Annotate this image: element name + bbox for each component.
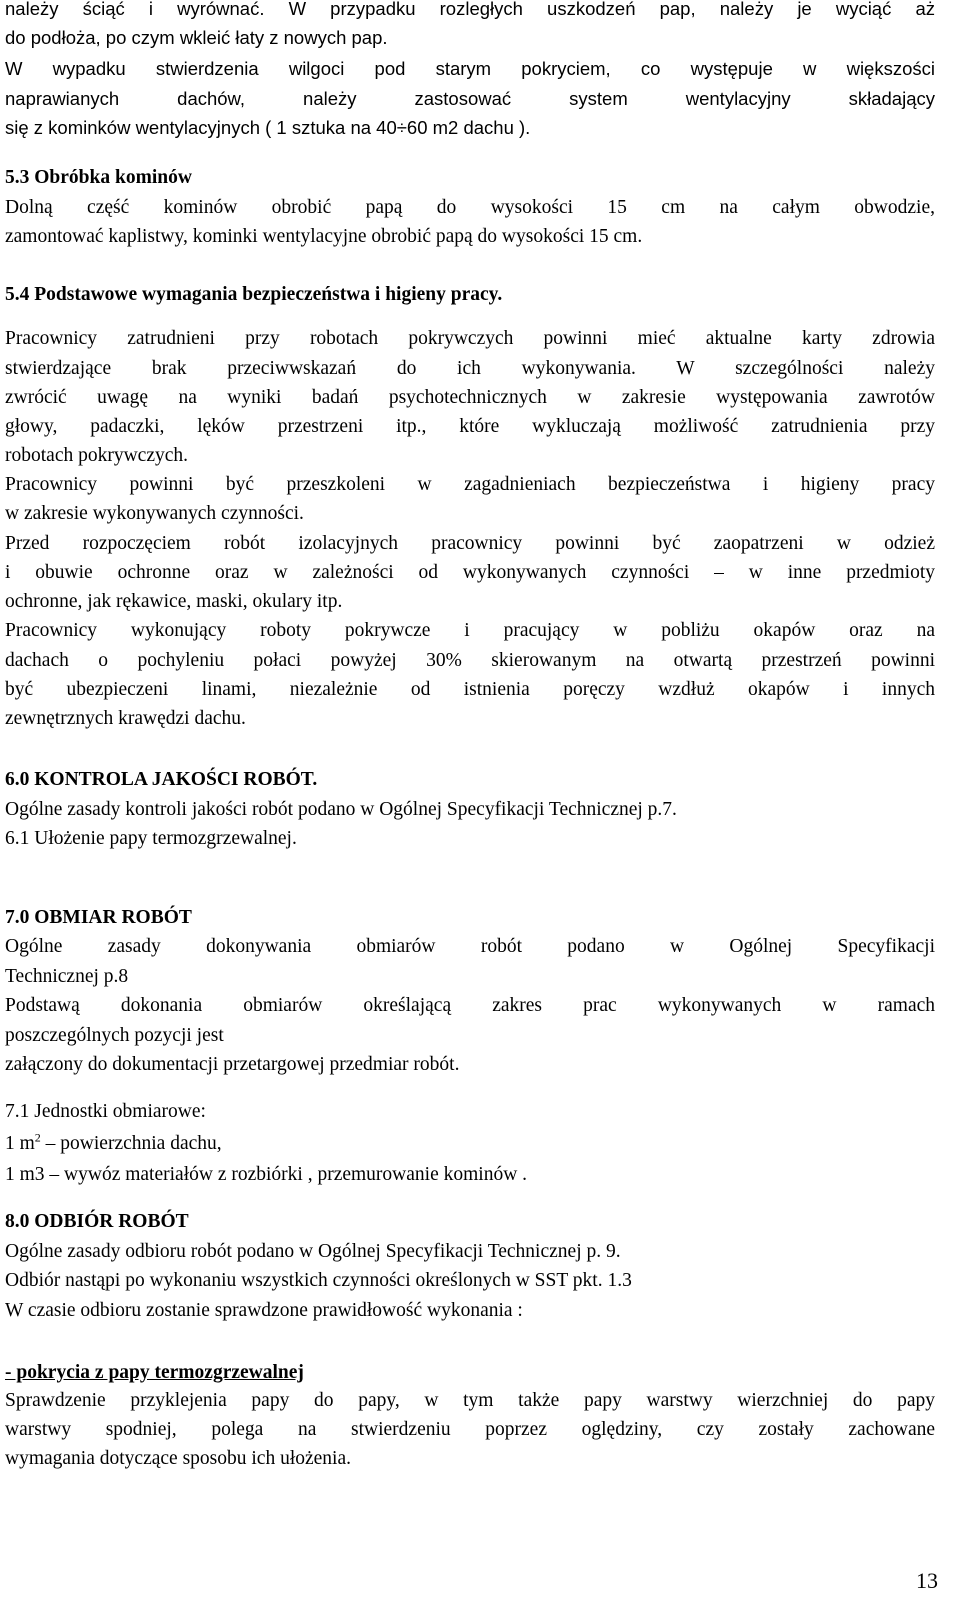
text-line: Odbiór nastąpi po wykonaniu wszystkich czynności określonych w SST pkt. 1.3 (5, 1270, 632, 1291)
text-line: stwierdzające brak przeciwwskazań do ich wykonywania. W szczególności należy (5, 358, 935, 379)
text-line: się z kominków wentylacyjnych ( 1 sztuka na 40÷60 m2 dachu ). (5, 117, 531, 138)
text-line: głowy, padaczki, lęków przestrzeni itp., które wykluczają możliwość zatrudnienia przy (5, 416, 935, 437)
unit-text: – powierzchnia dachu, (40, 1133, 222, 1154)
text-line: zamontować kaplistwy, kominki wentylacyjne obrobić papą do wysokości 15 cm. (5, 226, 643, 247)
text-line: zewnętrznych krawędzi dachu. (5, 708, 246, 729)
text-line: należy ściąć i wyrównać. W przypadku rozległych uszkodzeń pap, należy je wyciąć aż (5, 0, 935, 19)
text-line: Sprawdzenie przyklejenia papy do papy, w tym także papy warstwy wierzchniej do papy (5, 1390, 935, 1411)
unit-text: 1 m (5, 1133, 35, 1154)
text-line: Technicznej p.8 (5, 966, 129, 987)
text-line: Pracownicy wykonujący roboty pokrywcze i pracujący w pobliżu okapów oraz na (5, 620, 935, 641)
text-line (5, 1129, 935, 1158)
text-line: Podstawą dokonania obmiarów określającą zakres prac wykonywanych w ramach (5, 995, 935, 1016)
text-line: 7.1 Jednostki obmiarowe: (5, 1101, 206, 1122)
text-line: załączony do dokumentacji przetargowej przedmiar robót. (5, 1054, 460, 1075)
section-heading-7-0: 7.0 OBMIAR ROBÓT (5, 907, 192, 928)
text-line: Ogólne zasady dokonywania obmiarów robót podano w Ogólnej Specyfikacji (5, 936, 935, 957)
superscript: 2 (34, 1130, 41, 1145)
text-line: do podłoża, po czym wkleić łaty z nowych pap. (5, 27, 388, 48)
text-line: poszczególnych pozycji jest (5, 1025, 224, 1046)
section-heading-6-0: 6.0 KONTROLA JAKOŚCI ROBÓT. (5, 769, 318, 790)
text-line: zwrócić uwagę na wyniki badań psychotechnicznych w zakresie występowania zawrotów (5, 387, 935, 408)
text-line: W czasie odbioru zostanie sprawdzone prawidłowość wykonania : (5, 1300, 523, 1321)
text-line: warstwy spodniej, polega na stwierdzeniu poprzez oględziny, czy zostały zachowane (5, 1419, 935, 1440)
text-line: Ogólne zasady kontroli jakości robót podano w Ogólnej Specyfikacji Technicznej p.7. (5, 799, 677, 820)
text-line: Pracownicy zatrudnieni przy robotach pokrywczych powinni mieć aktualne karty zdrowia (5, 328, 935, 349)
section-heading-5-4: 5.4 Podstawowe wymagania bezpieczeństwa i higieny pracy. (5, 284, 503, 305)
text-line: 1 m3 – wywóz materiałów z rozbiórki , przemurowanie kominów . (5, 1164, 528, 1185)
section-heading-8-0: 8.0 ODBIÓR ROBÓT (5, 1211, 189, 1232)
text-line: dachach o pochyleniu połaci powyżej 30% skierowanym na otwartą przestrzeń powinni (5, 650, 935, 671)
page-number: 13 (916, 1568, 938, 1593)
text-line: naprawianych dachów, należy zastosować system wentylacyjny składający (5, 88, 935, 109)
text-line: robotach pokrywczych. (5, 445, 189, 466)
text-line: Pracownicy powinni być przeszkoleni w zagadnieniach bezpieczeństwa i higieny pracy (5, 474, 935, 495)
text-line: ochronne, jak rękawice, maski, okulary itp. (5, 591, 343, 612)
text-line: Dolną część kominów obrobić papą do wysokości 15 cm na całym obwodzie, (5, 197, 935, 218)
subsection-heading: - pokrycia z papy termozgrzewalnej (5, 1362, 304, 1383)
section-heading-5-3: 5.3 Obróbka kominów (5, 167, 192, 188)
text-line: Ogólne zasady odbioru robót podano w Ogólnej Specyfikacji Technicznej p. 9. (5, 1241, 621, 1262)
text-line: 6.1 Ułożenie papy termozgrzewalnej. (5, 828, 297, 849)
text-line: i obuwie ochronne oraz w zależności od wykonywanych czynności – w inne przedmioty (5, 562, 935, 583)
text-line: w zakresie wykonywanych czynności. (5, 503, 304, 524)
text-line: Przed rozpoczęciem robót izolacyjnych pracownicy powinni być zaopatrzeni w odzież (5, 533, 935, 554)
text-line: być ubezpieczeni linami, niezależnie od istnienia poręczy wzdłuż okapów i innych (5, 679, 935, 700)
text-line: W wypadku stwierdzenia wilgoci pod starym pokryciem, co występuje w większości (5, 58, 935, 79)
text-line: wymagania dotyczące sposobu ich ułożenia. (5, 1448, 352, 1469)
